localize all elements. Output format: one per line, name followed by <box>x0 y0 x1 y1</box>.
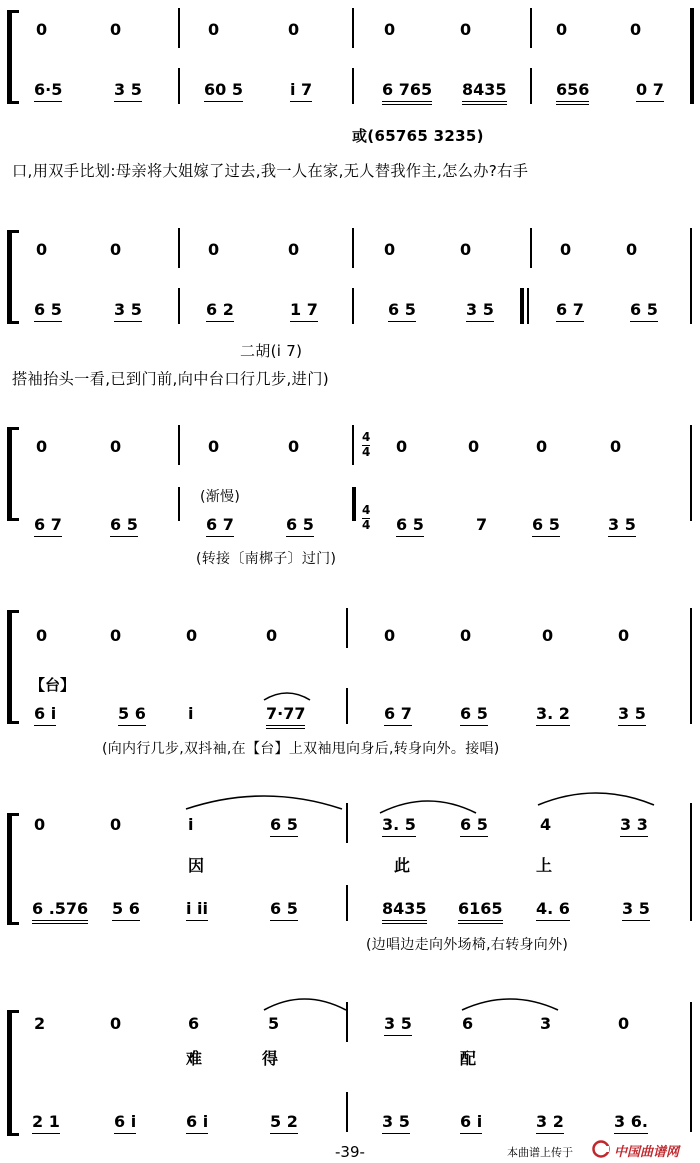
barline <box>178 487 180 521</box>
note: 0 <box>110 20 122 39</box>
note: 3 5 <box>618 704 646 726</box>
note: 3 5 <box>608 515 636 537</box>
note: 6 5 <box>396 515 424 537</box>
note: 0 <box>288 437 300 456</box>
barline <box>352 68 354 104</box>
note: 0 <box>36 20 48 39</box>
note: 0 <box>288 20 300 39</box>
note: 1 7 <box>290 300 318 322</box>
score-system-1 <box>0 8 700 108</box>
note: 0 <box>110 240 122 259</box>
lyric: 得 <box>262 1049 279 1068</box>
note: 3 5 <box>466 300 494 322</box>
note: 0 7 <box>636 80 664 102</box>
slur <box>184 789 344 811</box>
score-system-4 <box>0 608 700 728</box>
lyric: 上 <box>536 856 553 875</box>
note: 0 <box>618 626 630 645</box>
note: 0 <box>208 20 220 39</box>
note: i 7 <box>290 80 312 102</box>
note: 0 <box>208 437 220 456</box>
note: 3. 2 <box>536 704 570 726</box>
system-bracket <box>7 610 12 724</box>
note: 0 <box>626 240 638 259</box>
time-signature-top: 4 <box>362 503 371 517</box>
lyric: 此 <box>394 856 411 875</box>
stage-direction-text: 搭袖抬头一看,已到门前,向中台口行几步,进门) <box>12 370 330 388</box>
note: 6·5 <box>34 80 62 102</box>
note: 0 <box>630 20 642 39</box>
note: 6 <box>462 1014 474 1033</box>
barline <box>346 803 348 843</box>
note: 0 <box>208 240 220 259</box>
slur <box>378 793 478 815</box>
lyric: 难 <box>186 1049 203 1068</box>
transition-annotation: (转接〔南梆子〕过门) <box>196 551 337 567</box>
note: 0 <box>542 626 554 645</box>
note: 6 5 <box>630 300 658 322</box>
note: 3 3 <box>620 815 648 837</box>
note: 7 <box>476 515 488 534</box>
note: 5 2 <box>270 1112 298 1134</box>
barline <box>178 68 180 104</box>
score-system-3 <box>0 425 700 534</box>
score-system-2 <box>0 228 700 328</box>
note: 3 5 <box>114 80 142 102</box>
note: 6 7 <box>206 515 234 537</box>
barline <box>530 8 532 48</box>
note: 656 <box>556 80 589 105</box>
note: 0 <box>266 626 278 645</box>
note: 0 <box>556 20 568 39</box>
note: 6 i <box>114 1112 136 1134</box>
barline <box>346 885 348 921</box>
system-end-barline <box>690 425 692 521</box>
time-signature-top: 4 <box>362 430 371 444</box>
note: 3. 5 <box>382 815 416 837</box>
barline <box>346 1002 348 1042</box>
note: 6 i <box>460 1112 482 1134</box>
stage-direction-text: 口,用双手比划:母亲将大姐嫁了过去,我一人在家,无人替我作主,怎么办?右手 <box>12 162 529 180</box>
note: 0 <box>560 240 572 259</box>
note: 5 6 <box>112 899 140 921</box>
note: 8435 <box>462 80 507 105</box>
stage-direction-annotation: (边唱边走向外场椅,右转身向外) <box>366 937 569 953</box>
note: 3 5 <box>114 300 142 322</box>
note: 6 7 <box>384 704 412 726</box>
note: 6 7 <box>34 515 62 537</box>
repeat-start-barline <box>520 288 524 324</box>
site-logo <box>592 1139 696 1159</box>
system-bracket <box>7 230 12 324</box>
tempo-marking: (渐慢) <box>200 489 241 505</box>
barline <box>346 688 348 724</box>
barline <box>346 608 348 648</box>
note: 3 5 <box>622 899 650 921</box>
note: 3 <box>540 1014 552 1033</box>
barline <box>346 1092 348 1132</box>
system-bracket <box>7 1010 12 1136</box>
note: 0 <box>396 437 408 456</box>
note: 0 <box>186 626 198 645</box>
erhu-annotation: 二胡(i 7) <box>240 342 303 360</box>
system-end-barline <box>690 1002 692 1132</box>
double-barline <box>352 487 356 521</box>
note: 6165 <box>458 899 503 924</box>
note: 5 <box>268 1014 280 1033</box>
note: 6 765 <box>382 80 432 105</box>
upload-credit-text: 本曲谱上传于 <box>507 1146 573 1159</box>
note: 6 i <box>186 1112 208 1134</box>
note: 0 <box>110 626 122 645</box>
system-bracket <box>7 10 12 104</box>
barline <box>178 228 180 268</box>
note: 6 7 <box>556 300 584 322</box>
barline <box>352 288 354 324</box>
barline <box>530 68 532 104</box>
note: 0 <box>610 437 622 456</box>
site-name: 中国曲谱网 <box>614 1145 680 1160</box>
note: 60 5 <box>204 80 243 102</box>
note: 0 <box>34 815 46 834</box>
note: 3 5 <box>384 1014 412 1036</box>
barline <box>178 425 180 465</box>
note: 6 5 <box>270 815 298 837</box>
lyric: 因 <box>188 856 205 875</box>
note: i <box>188 704 194 723</box>
note: 4 <box>540 815 552 834</box>
score-system-6 <box>0 992 700 1142</box>
note: 6 5 <box>34 300 62 322</box>
note: 3 6. <box>614 1112 648 1134</box>
note: i ii <box>186 899 208 921</box>
note: 2 1 <box>32 1112 60 1134</box>
note: 0 <box>468 437 480 456</box>
slur <box>536 785 656 807</box>
note: 8435 <box>382 899 427 924</box>
time-signature-bottom: 4 <box>362 518 371 532</box>
slur <box>262 992 346 1012</box>
page-number: -39- <box>335 1143 365 1161</box>
system-bracket <box>7 813 12 925</box>
note: 5 6 <box>118 704 146 726</box>
alternative-passage-annotation: 或(65765 3235) <box>352 127 484 145</box>
note: 0 <box>384 626 396 645</box>
note: 6 2 <box>206 300 234 322</box>
lyric: 配 <box>460 1049 477 1068</box>
logo-icon <box>592 1140 610 1158</box>
system-end-barline <box>690 8 694 104</box>
note: 0 <box>110 437 122 456</box>
note: 6 5 <box>110 515 138 537</box>
note: 6 .576 <box>32 899 88 924</box>
system-bracket <box>7 427 12 521</box>
system-end-barline <box>690 228 692 324</box>
note: 0 <box>384 240 396 259</box>
note: 0 <box>618 1014 630 1033</box>
barline <box>178 288 180 324</box>
time-signature-bottom: 4 <box>362 445 371 459</box>
barline <box>530 228 532 268</box>
barline <box>352 228 354 268</box>
note: 0 <box>110 815 122 834</box>
note: 0 <box>36 626 48 645</box>
note: i <box>188 815 194 834</box>
note: 2 <box>34 1014 46 1033</box>
system-end-barline <box>690 803 692 921</box>
note: 3 5 <box>382 1112 410 1134</box>
note: 7·77 <box>266 704 305 729</box>
note: 0 <box>460 240 472 259</box>
stage-direction-annotation: (向内行几步,双抖袖,在【台】上双袖甩向身后,转身向外。接唱) <box>102 741 500 757</box>
barline <box>352 425 354 465</box>
note: 6 i <box>34 704 56 726</box>
note: 0 <box>36 437 48 456</box>
system-end-barline <box>690 608 692 724</box>
section-mark: 【台】 <box>30 676 76 694</box>
note: 0 <box>36 240 48 259</box>
slur <box>262 688 312 702</box>
slur <box>460 992 560 1012</box>
score-system-5 <box>0 785 700 925</box>
note: 6 <box>188 1014 200 1033</box>
note: 4. 6 <box>536 899 570 921</box>
barline <box>178 8 180 48</box>
note: 0 <box>384 20 396 39</box>
note: 6 5 <box>388 300 416 322</box>
barline <box>527 288 529 324</box>
note: 6 5 <box>532 515 560 537</box>
note: 6 5 <box>270 899 298 921</box>
note: 0 <box>460 20 472 39</box>
note: 6 5 <box>460 815 488 837</box>
note: 0 <box>536 437 548 456</box>
note: 0 <box>460 626 472 645</box>
note: 0 <box>110 1014 122 1033</box>
note: 6 5 <box>286 515 314 537</box>
barline <box>352 8 354 48</box>
note: 6 5 <box>460 704 488 726</box>
note: 3 2 <box>536 1112 564 1134</box>
note: 0 <box>288 240 300 259</box>
